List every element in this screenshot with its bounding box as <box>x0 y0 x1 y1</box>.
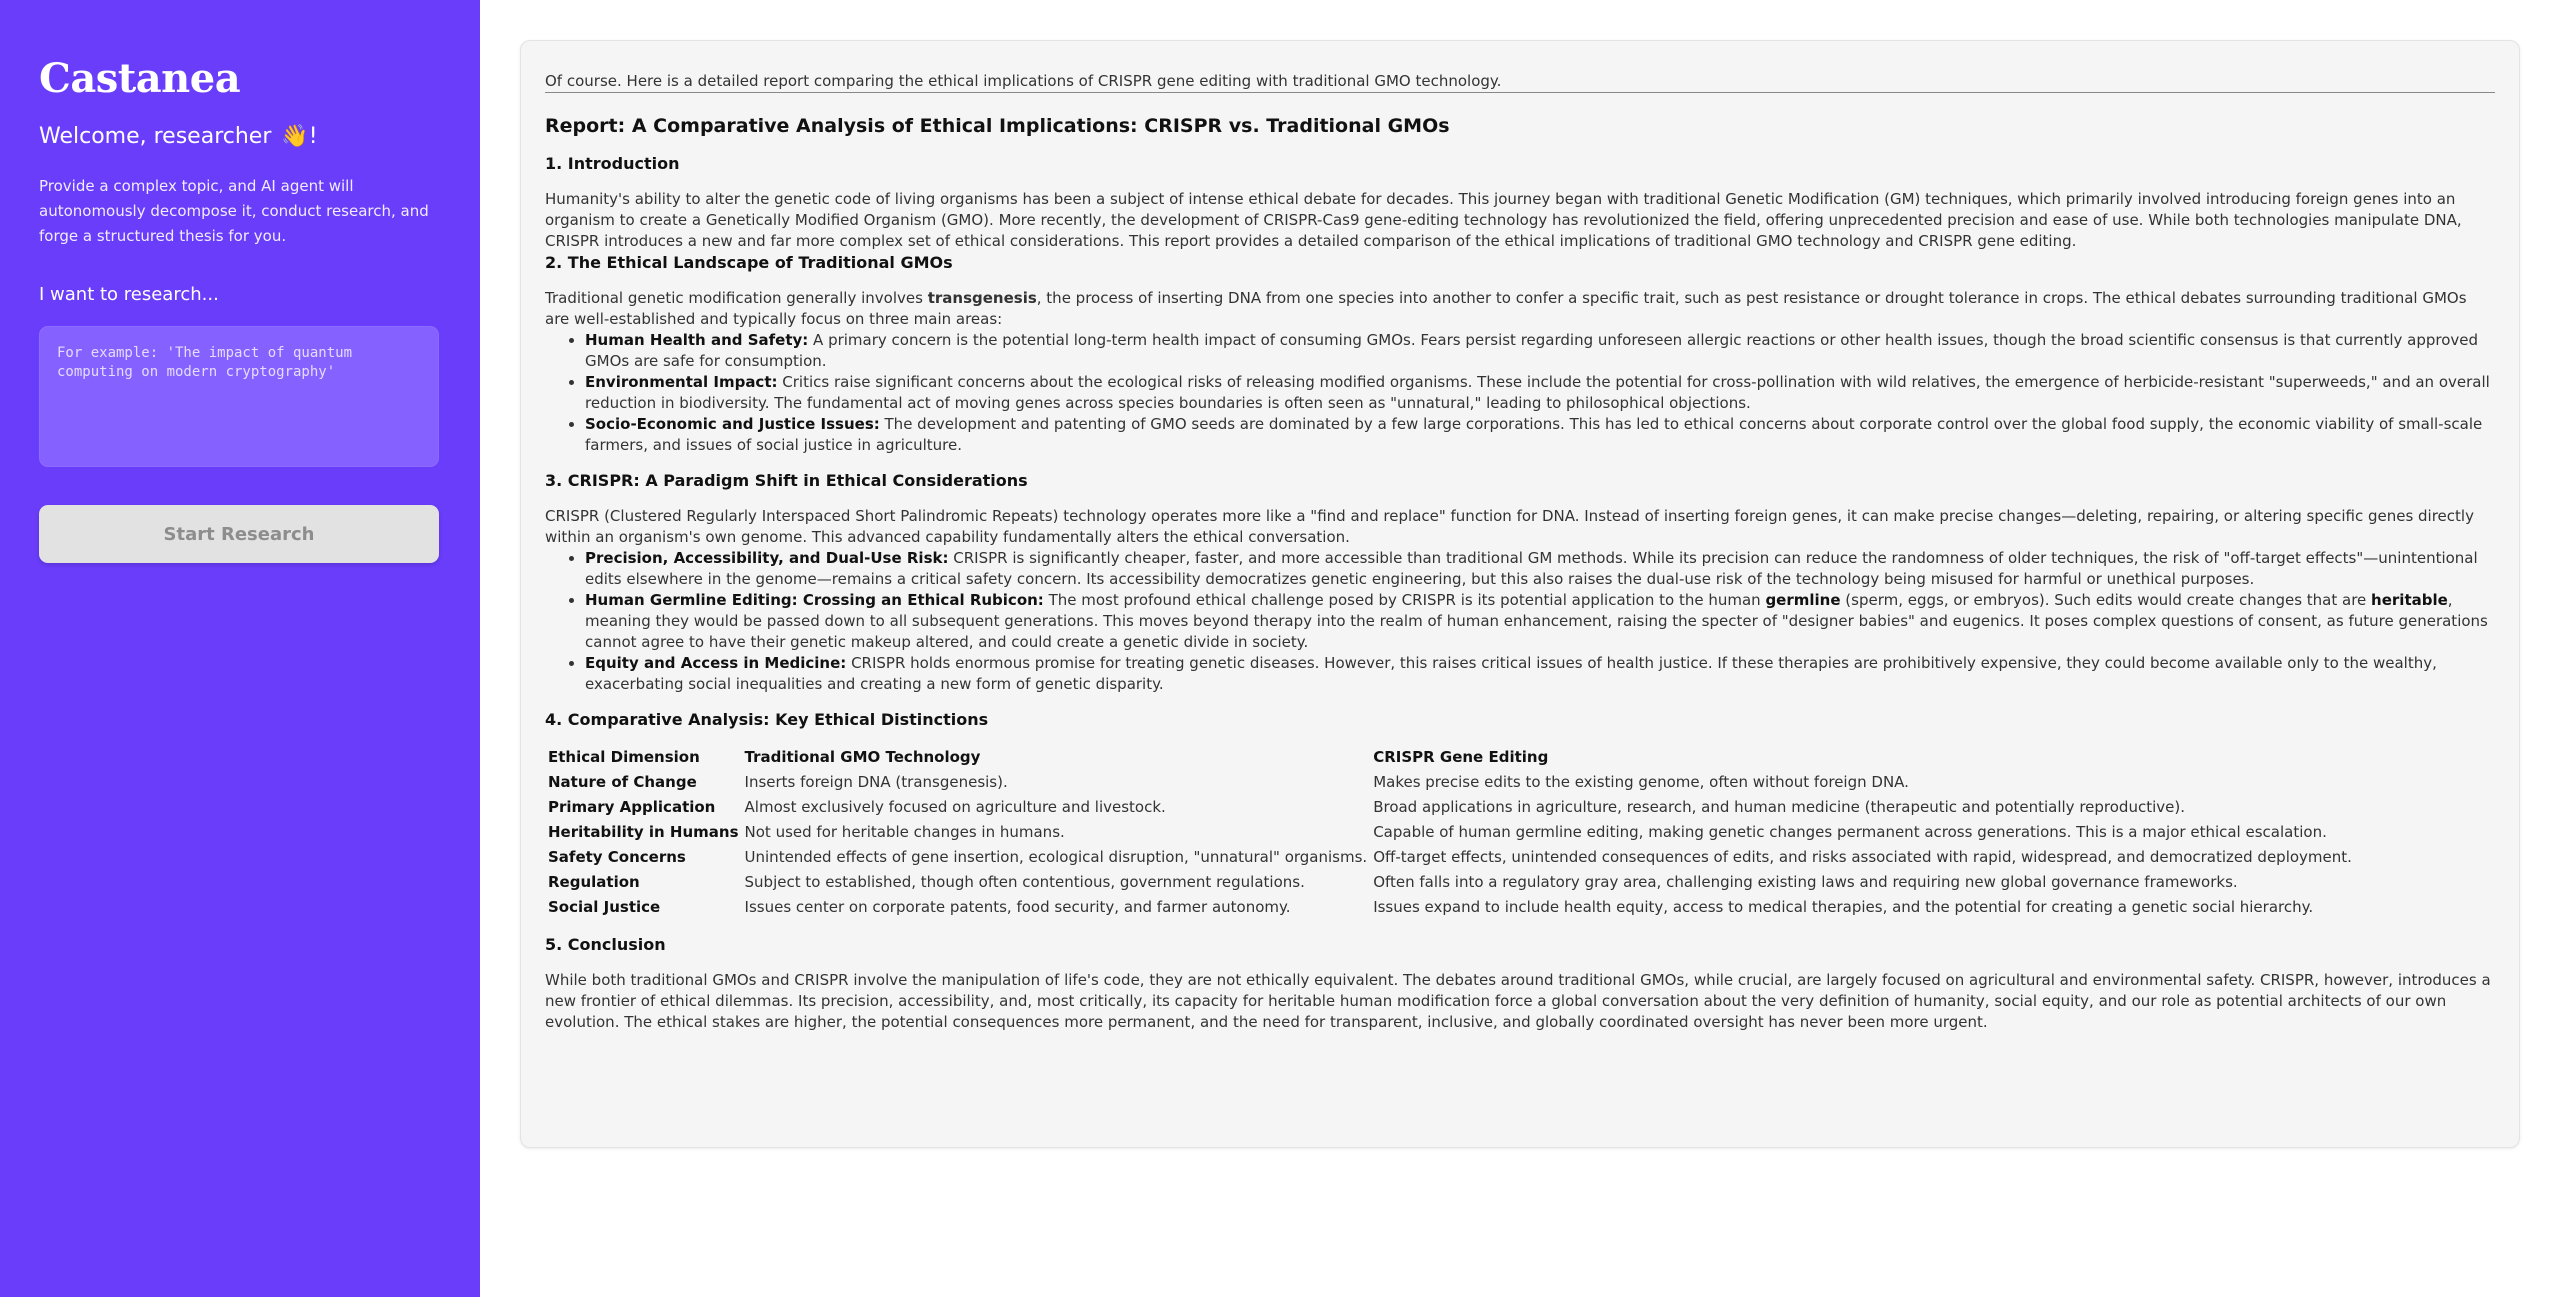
table-cell-crispr: Broad applications in agriculture, research, and human medicine (therapeutic and potentially reproductive). <box>1373 798 2185 816</box>
list-item-text: CRISPR is significantly cheaper, faster, and more accessible than traditional GM methods. While its precision can reduce the randomness of older techniques, the risk of "off-target effects"—unintentional edits elsewhere in the genome—remains a critical safety concern. Its accessibility democratizes genetic engineering, but this also raises the dual-use risk of the technology being misused for harmful or unethical purposes. <box>585 549 2478 588</box>
list-item-label: Human Health and Safety: <box>585 331 809 349</box>
crispr-concerns-list <box>545 548 2495 695</box>
section-heading-comparative: 4. Comparative Analysis: Key Ethical Distinctions <box>545 710 989 729</box>
list-item-label: Environmental Impact: <box>585 373 778 391</box>
table-cell-gmo: Issues center on corporate patents, food security, and farmer autonomy. <box>744 898 1291 916</box>
list-item-text: The most profound ethical challenge posed by CRISPR is its potential application to the human <box>1043 591 1766 609</box>
list-item-label: Equity and Access in Medicine: <box>585 654 847 672</box>
intro-text: Provide a complex topic, and AI agent will autonomously decompose it, conduct research, and forge a structured thesis for you. <box>39 177 429 245</box>
table-row <box>545 820 2355 845</box>
table-cell-crispr: Makes precise edits to the existing genome, often without foreign DNA. <box>1373 773 1909 791</box>
table-row <box>545 895 2355 920</box>
report-card <box>520 40 2520 1148</box>
comparison-table <box>545 745 2355 920</box>
list-item-label: Socio-Economic and Justice Issues: <box>585 415 880 433</box>
divider <box>545 92 2495 93</box>
list-item <box>585 548 2495 590</box>
table-cell-gmo: Inserts foreign DNA (transgenesis). <box>744 773 1008 791</box>
report-lead: Of course. Here is a detailed report comparing the ethical implications of CRISPR gene editing with traditional GMO technology. <box>545 72 1502 90</box>
sidebar <box>0 0 480 1297</box>
welcome-heading <box>39 122 441 152</box>
gmo-concerns-list <box>545 330 2495 456</box>
waving-hand-icon: 👋! <box>281 124 318 149</box>
table-cell-dimension: Regulation <box>548 873 640 891</box>
list-item <box>585 590 2495 653</box>
table-cell-gmo: Almost exclusively focused on agriculture and livestock. <box>744 798 1166 816</box>
crispr-paragraph: CRISPR (Clustered Regularly Interspaced Short Palindromic Repeats) technology operates more like a "find and replace" function for DNA. Instead of inserting foreign genes, it can make precise changes—deleting, repairing, or altering specific genes directly within an organism's own genome. This advanced capability fundamentally alters the ethical conversation. <box>545 507 2474 546</box>
list-item-text: Critics raise significant concerns about the ecological risks of releasing modified organisms. These include the potential for cross-pollination with wild relatives, the emergence of herbicide-resistant "superweeds," and an overall reduction in biodiversity. The fundamental act of moving genes across species boundaries is often seen as "unnatural," leading to philosophical objections. <box>585 373 2490 412</box>
section-heading-introduction: 1. Introduction <box>545 154 680 173</box>
table-cell-gmo: Subject to established, though often contentious, government regulations. <box>744 873 1305 891</box>
table-cell-crispr: Off-target effects, unintended consequences of edits, and risks associated with rapid, widespread, and democratized deployment. <box>1373 848 2352 866</box>
list-item <box>585 372 2495 414</box>
brand-logo: Castanea <box>39 55 241 102</box>
list-item-text: (sperm, eggs, or embryos). Such edits would create changes that are <box>1840 591 2372 609</box>
conclusion-paragraph: While both traditional GMOs and CRISPR involve the manipulation of life's code, they are not ethically equivalent. The debates around traditional GMOs, while crucial, are largely focused on agricultural and environmental safety. CRISPR, however, introduces a new frontier of ethical dilemmas. Its precision, accessibility, and, most critically, its capacity for heritable human modification force a global conversation about the very definition of humanity, social equity, and our role as potential architects of our own evolution. The ethical stakes are higher, the potential consequences more permanent, and the need for transparent, inclusive, and globally coordinated oversight has never been more urgent. <box>545 971 2491 1031</box>
table-cell-crispr: Capable of human germline editing, making genetic changes permanent across generations. This is a major ethical escalation. <box>1373 823 2327 841</box>
start-research-button[interactable]: Start Research <box>39 505 439 563</box>
table-row <box>545 795 2355 820</box>
table-header-cell: Ethical Dimension <box>548 748 700 766</box>
list-item-text: The development and patenting of GMO seeds are dominated by a few large corporations. This has led to ethical concerns about corporate control over the global food supply, the economic viability of small-scale farmers, and issues of social justice in agriculture. <box>585 415 2483 454</box>
section-heading-gmo-landscape: 2. The Ethical Landscape of Traditional GMOs <box>545 253 953 272</box>
table-cell-crispr: Issues expand to include health equity, access to medical therapies, and the potential for creating a genetic social hierarchy. <box>1373 898 2314 916</box>
report-title: Report: A Comparative Analysis of Ethical Implications: CRISPR vs. Traditional GMOs <box>545 115 1450 137</box>
table-row <box>545 870 2355 895</box>
list-item-text: CRISPR holds enormous promise for treating genetic diseases. However, this raises critical issues of health justice. If these therapies are prohibitively expensive, they could become available only to the wealthy, exacerbating social inequalities and creating a new form of genetic disparity. <box>585 654 2437 693</box>
table-cell-gmo: Unintended effects of gene insertion, ecological disruption, "unnatural" organisms. <box>744 848 1368 866</box>
list-item-text: , meaning they would be passed down to all subsequent generations. This moves beyond therapy into the realm of human enhancement, raising the specter of "designer babies" and eugenics. It poses complex questions of consent, as future generations cannot agree to have their genetic makeup altered, and could create a genetic divide in society. <box>585 591 2488 651</box>
research-label: I want to research... <box>39 284 219 305</box>
table-cell-gmo: Not used for heritable changes in humans. <box>744 823 1065 841</box>
list-item-label: Human Germline Editing: Crossing an Ethical Rubicon: <box>585 591 1044 609</box>
table-row <box>545 770 2355 795</box>
list-item <box>585 414 2495 456</box>
table-header-cell: CRISPR Gene Editing <box>1373 748 1549 766</box>
list-item <box>585 330 2495 372</box>
table-row <box>545 845 2355 870</box>
table-cell-crispr: Often falls into a regulatory gray area, challenging existing laws and requiring new global governance frameworks. <box>1373 873 2238 891</box>
table-cell-dimension: Social Justice <box>548 898 661 916</box>
welcome-text: Welcome, researcher <box>39 124 272 149</box>
table-cell-dimension: Nature of Change <box>548 773 697 791</box>
table-cell-dimension: Safety Concerns <box>548 848 686 866</box>
list-item-label: Precision, Accessibility, and Dual-Use Risk: <box>585 549 949 567</box>
keyword-heritable: heritable <box>2371 591 2448 609</box>
list-item <box>585 653 2495 695</box>
introduction-paragraph: Humanity's ability to alter the genetic code of living organisms has been a subject of intense ethical debate for decades. This journey began with traditional Genetic Modification (GM) techniques, which primarily involved introducing foreign genes into an organism to create a Genetically Modified Organism (GMO). More recently, the development of CRISPR-Cas9 gene-editing technology has revolutionized the field, offering unprecedented precision and ease of use. While both technologies manipulate DNA, CRISPR introduces a new and far more complex set of ethical considerations. This report provides a detailed comparison of the ethical implications of traditional GMO technology and CRISPR gene editing. <box>545 190 2462 250</box>
table-header-cell: Traditional GMO Technology <box>744 748 981 766</box>
section-heading-crispr: 3. CRISPR: A Paradigm Shift in Ethical Considerations <box>545 471 1028 490</box>
list-item-text: A primary concern is the potential long-term health impact of consuming GMOs. Fears persist regarding unforeseen allergic reactions or other health issues, though the broad scientific consensus is that currently approved GMOs are safe for consumption. <box>585 331 2479 370</box>
table-cell-dimension: Primary Application <box>548 798 716 816</box>
table-cell-dimension: Heritability in Humans <box>548 823 739 841</box>
keyword-transgenesis: transgenesis <box>927 289 1037 307</box>
table-header-row <box>545 745 2355 770</box>
section-heading-conclusion: 5. Conclusion <box>545 935 666 954</box>
gmo-landscape-paragraph <box>545 288 2495 330</box>
paragraph-text: Traditional genetic modification generally involves <box>545 289 928 307</box>
keyword-germline: germline <box>1765 591 1841 609</box>
research-topic-input[interactable] <box>39 326 439 467</box>
paragraph-text: , the process of inserting DNA from one species into another to confer a specific trait, such as pest resistance or drought tolerance in crops. The ethical debates surrounding traditional GMOs are well-established and typically focus on three main areas: <box>545 289 2467 328</box>
